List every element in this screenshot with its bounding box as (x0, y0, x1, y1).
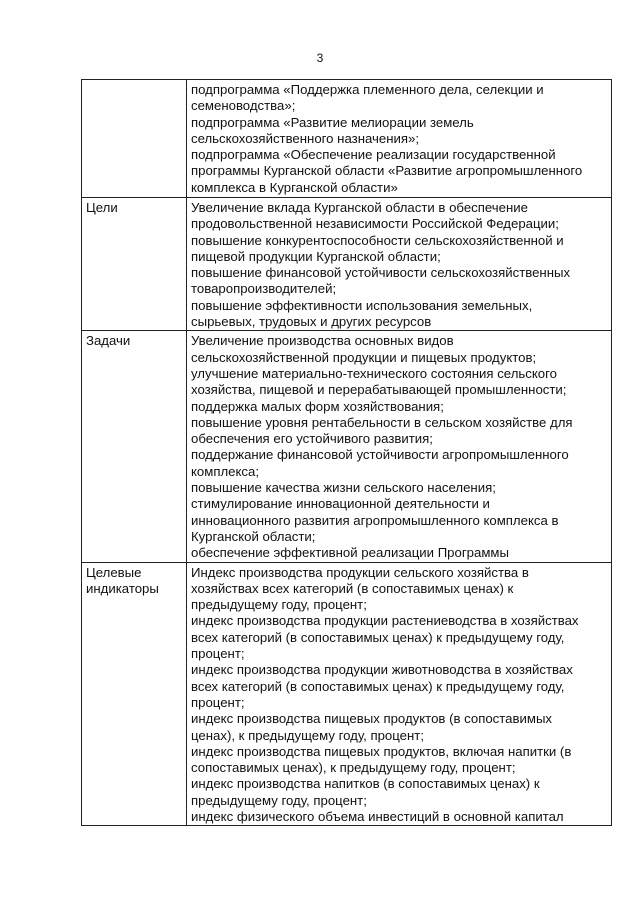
text-line: процент; (191, 646, 245, 662)
text-line: повышение финансовой устойчивости сельскохозяйственных (191, 265, 571, 281)
text-line: программы Курганской области «Развитие агропромышленного (191, 163, 583, 179)
text-line: подпрограмма «Развитие мелиорации земель (191, 114, 474, 130)
program-passport-table (81, 79, 612, 826)
text-line: сопоставимых ценах), к предыдущему году, процент; (191, 760, 516, 776)
row-label-cell (82, 80, 187, 198)
table-row-goals (82, 198, 612, 331)
text-line: хозяйства, пищевой и перерабатывающей промышленности; (191, 382, 567, 398)
text-line: предыдущему году, процент; (191, 792, 367, 808)
text-line: повышение эффективности использования земельных, (191, 297, 533, 313)
table-row-indicators (82, 562, 612, 826)
row-label: Задачи (86, 333, 131, 349)
text-line: индекс производства пищевых продуктов (в сопоставимых (191, 711, 553, 727)
text-line: индекс производства напитков (в сопоставимых ценах) к (191, 776, 540, 792)
text-line: поддержка малых форм хозяйствования; (191, 398, 444, 414)
row-label-cell (82, 562, 187, 826)
text-line: Курганской области; (191, 528, 316, 544)
text-line: сельскохозяйственного назначения»; (191, 130, 420, 146)
row-label-cell (82, 198, 187, 331)
text-line: индекс производства пищевых продуктов, включая напитки (в (191, 743, 572, 759)
row-content-cell (187, 331, 612, 562)
text-line: семеноводства»; (191, 98, 296, 114)
page-number: 3 (316, 51, 324, 65)
text-line: сельскохозяйственной продукции и пищевых продуктов; (191, 349, 537, 365)
text-line: комплекса в Курганской области» (191, 179, 398, 195)
text-line: сырьевых, трудовых и других ресурсов (191, 314, 432, 330)
text-line: индекс физического объема инвестиций в основной капитал (191, 808, 564, 824)
text-line: продовольственной независимости Российской Федерации; (191, 216, 559, 232)
text-line: повышение уровня рентабельности в сельском хозяйстве для (191, 414, 573, 430)
text-line: комплекса; (191, 463, 259, 479)
text-line: индекс производства продукции животноводства в хозяйствах (191, 662, 573, 678)
text-line: товаропроизводителей; (191, 281, 337, 297)
row-label: Цели (86, 200, 118, 215)
text-line: обеспечения его устойчивого развития; (191, 431, 433, 447)
text-line: предыдущему году, процент; (191, 597, 367, 613)
row-label: индикаторы (86, 580, 159, 596)
text-line: хозяйствах всех категорий (в сопоставимых ценах) к (191, 580, 514, 596)
text-line: обеспечение эффективной реализации Программы (191, 545, 509, 561)
text-line: улучшение материально-технического состояния сельского (191, 365, 557, 381)
text-line: Увеличение производства основных видов (191, 333, 454, 349)
row-label: Целевые (86, 564, 142, 580)
text-line: повышение конкурентоспособности сельскохозяйственной и (191, 232, 564, 248)
text-line: Увеличение вклада Курганской области в обеспечение (191, 200, 528, 215)
text-line: Индекс производства продукции сельского хозяйства в (191, 564, 529, 580)
row-content-cell (187, 80, 612, 198)
text-line: ценах), к предыдущему году, процент; (191, 727, 424, 743)
text-line: индекс производства продукции растениеводства в хозяйствах (191, 613, 579, 629)
text-line: повышение качества жизни сельского населения; (191, 480, 496, 496)
table-row-subprograms (82, 80, 612, 198)
row-label-cell (82, 331, 187, 562)
text-line: всех категорий (в сопоставимых ценах) к предыдущему году, (191, 678, 565, 694)
text-line: подпрограмма «Поддержка племенного дела, селекции и (191, 82, 544, 97)
text-line: поддержание финансовой устойчивости агропромышленного (191, 447, 569, 463)
text-line: всех категорий (в сопоставимых ценах) к предыдущему году, (191, 629, 565, 645)
text-line: процент; (191, 694, 245, 710)
row-content-cell (187, 198, 612, 331)
text-line: инновационного развития агропромышленного комплекса в (191, 512, 559, 528)
text-line: подпрограмма «Обеспечение реализации государственной (191, 147, 556, 163)
text-line: пищевой продукции Курганской области; (191, 248, 441, 264)
row-content-cell (187, 562, 612, 826)
table-row-tasks (82, 331, 612, 562)
text-line: стимулирование инновационной деятельности и (191, 496, 490, 512)
